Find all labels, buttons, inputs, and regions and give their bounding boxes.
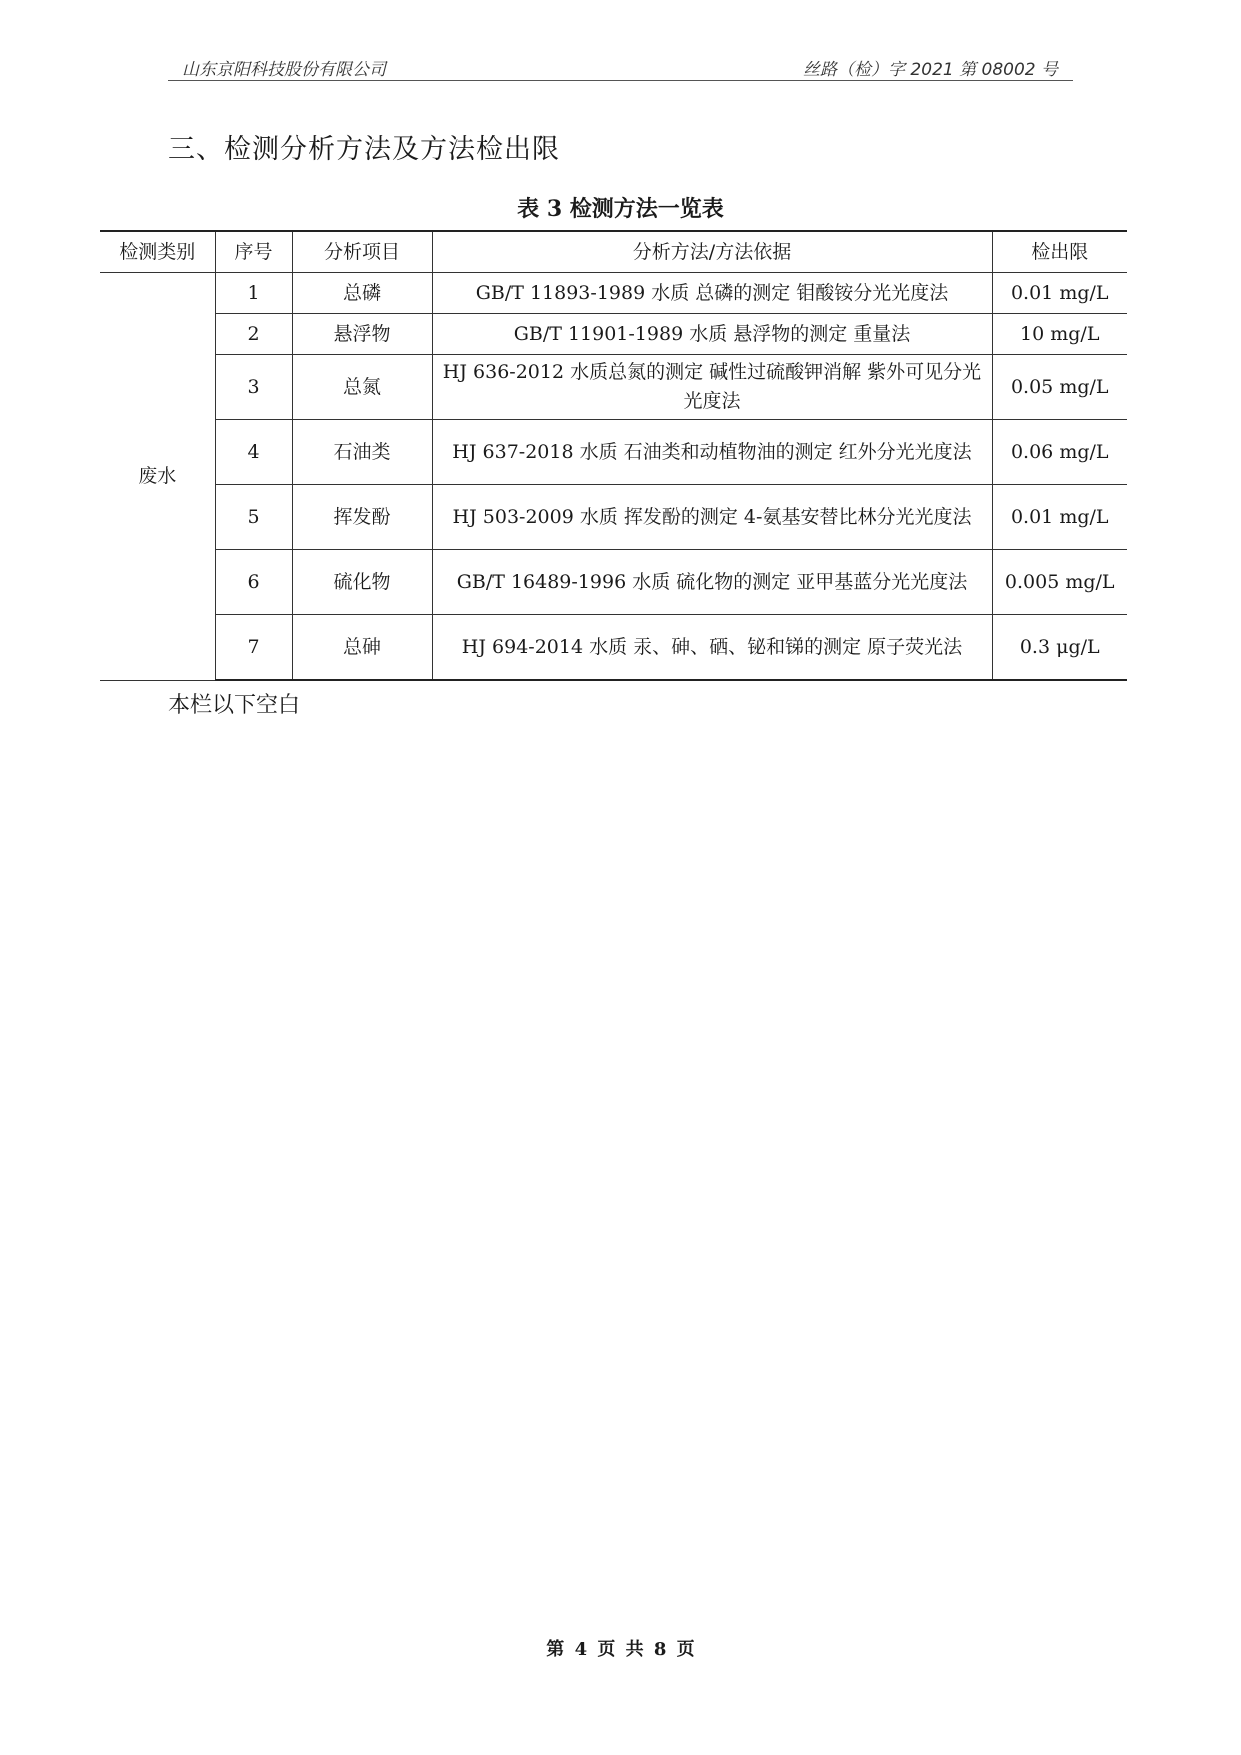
- column-header-number: 序号: [215, 231, 292, 273]
- row-number: 6: [215, 550, 292, 615]
- row-number: 3: [215, 355, 292, 420]
- header-divider: [168, 80, 1073, 81]
- row-item: 硫化物: [292, 550, 432, 615]
- row-limit: 0.05 mg/L: [992, 355, 1127, 420]
- category-cell: 废水: [100, 273, 215, 681]
- row-limit: 10 mg/L: [992, 314, 1127, 355]
- row-item: 石油类: [292, 420, 432, 485]
- row-item: 总氮: [292, 355, 432, 420]
- row-method: HJ 637-2018 水质 石油类和动植物油的测定 红外分光光度法: [432, 420, 992, 485]
- row-limit: 0.01 mg/L: [992, 273, 1127, 314]
- header-report-number: 丝路（检）字 2021 第 08002 号: [803, 60, 1058, 80]
- row-limit: 0.01 mg/L: [992, 485, 1127, 550]
- table-row: [100, 420, 1127, 485]
- row-method: HJ 503-2009 水质 挥发酚的测定 4-氨基安替比林分光光度法: [432, 485, 992, 550]
- section-title: 三、检测分析方法及方法检出限: [168, 134, 560, 165]
- row-limit: 0.3 μg/L: [992, 615, 1127, 681]
- row-number: 1: [215, 273, 292, 314]
- table-row: [100, 550, 1127, 615]
- table-header-row: [100, 231, 1127, 273]
- header-company: 山东京阳科技股份有限公司: [182, 60, 386, 80]
- row-item: 总砷: [292, 615, 432, 681]
- row-method: GB/T 16489-1996 水质 硫化物的测定 亚甲基蓝分光光度法: [432, 550, 992, 615]
- row-limit: 0.06 mg/L: [992, 420, 1127, 485]
- row-number: 2: [215, 314, 292, 355]
- row-method: HJ 694-2014 水质 汞、砷、硒、铋和锑的测定 原子荧光法: [432, 615, 992, 681]
- page-footer: 第 4 页 共 8 页: [546, 1639, 695, 1660]
- table-row: [100, 355, 1127, 420]
- blank-below-note: 本栏以下空白: [168, 693, 301, 718]
- table-caption: 表 3 检测方法一览表: [517, 196, 724, 222]
- row-item: 挥发酚: [292, 485, 432, 550]
- table-row: [100, 615, 1127, 681]
- table-row: [100, 485, 1127, 550]
- column-header-limit: 检出限: [992, 231, 1127, 273]
- table-row: [100, 314, 1127, 355]
- row-method: GB/T 11893-1989 水质 总磷的测定 钼酸铵分光光度法: [432, 273, 992, 314]
- detection-methods-table: [100, 230, 1127, 681]
- row-method: HJ 636-2012 水质总氮的测定 碱性过硫酸钾消解 紫外可见分光光度法: [432, 355, 992, 420]
- row-number: 5: [215, 485, 292, 550]
- row-method: GB/T 11901-1989 水质 悬浮物的测定 重量法: [432, 314, 992, 355]
- row-number: 4: [215, 420, 292, 485]
- column-header-category: 检测类别: [100, 231, 215, 273]
- column-header-item: 分析项目: [292, 231, 432, 273]
- row-limit: 0.005 mg/L: [992, 550, 1127, 615]
- column-header-method: 分析方法/方法依据: [432, 231, 992, 273]
- row-item: 总磷: [292, 273, 432, 314]
- table-row: [100, 273, 1127, 314]
- row-item: 悬浮物: [292, 314, 432, 355]
- row-number: 7: [215, 615, 292, 681]
